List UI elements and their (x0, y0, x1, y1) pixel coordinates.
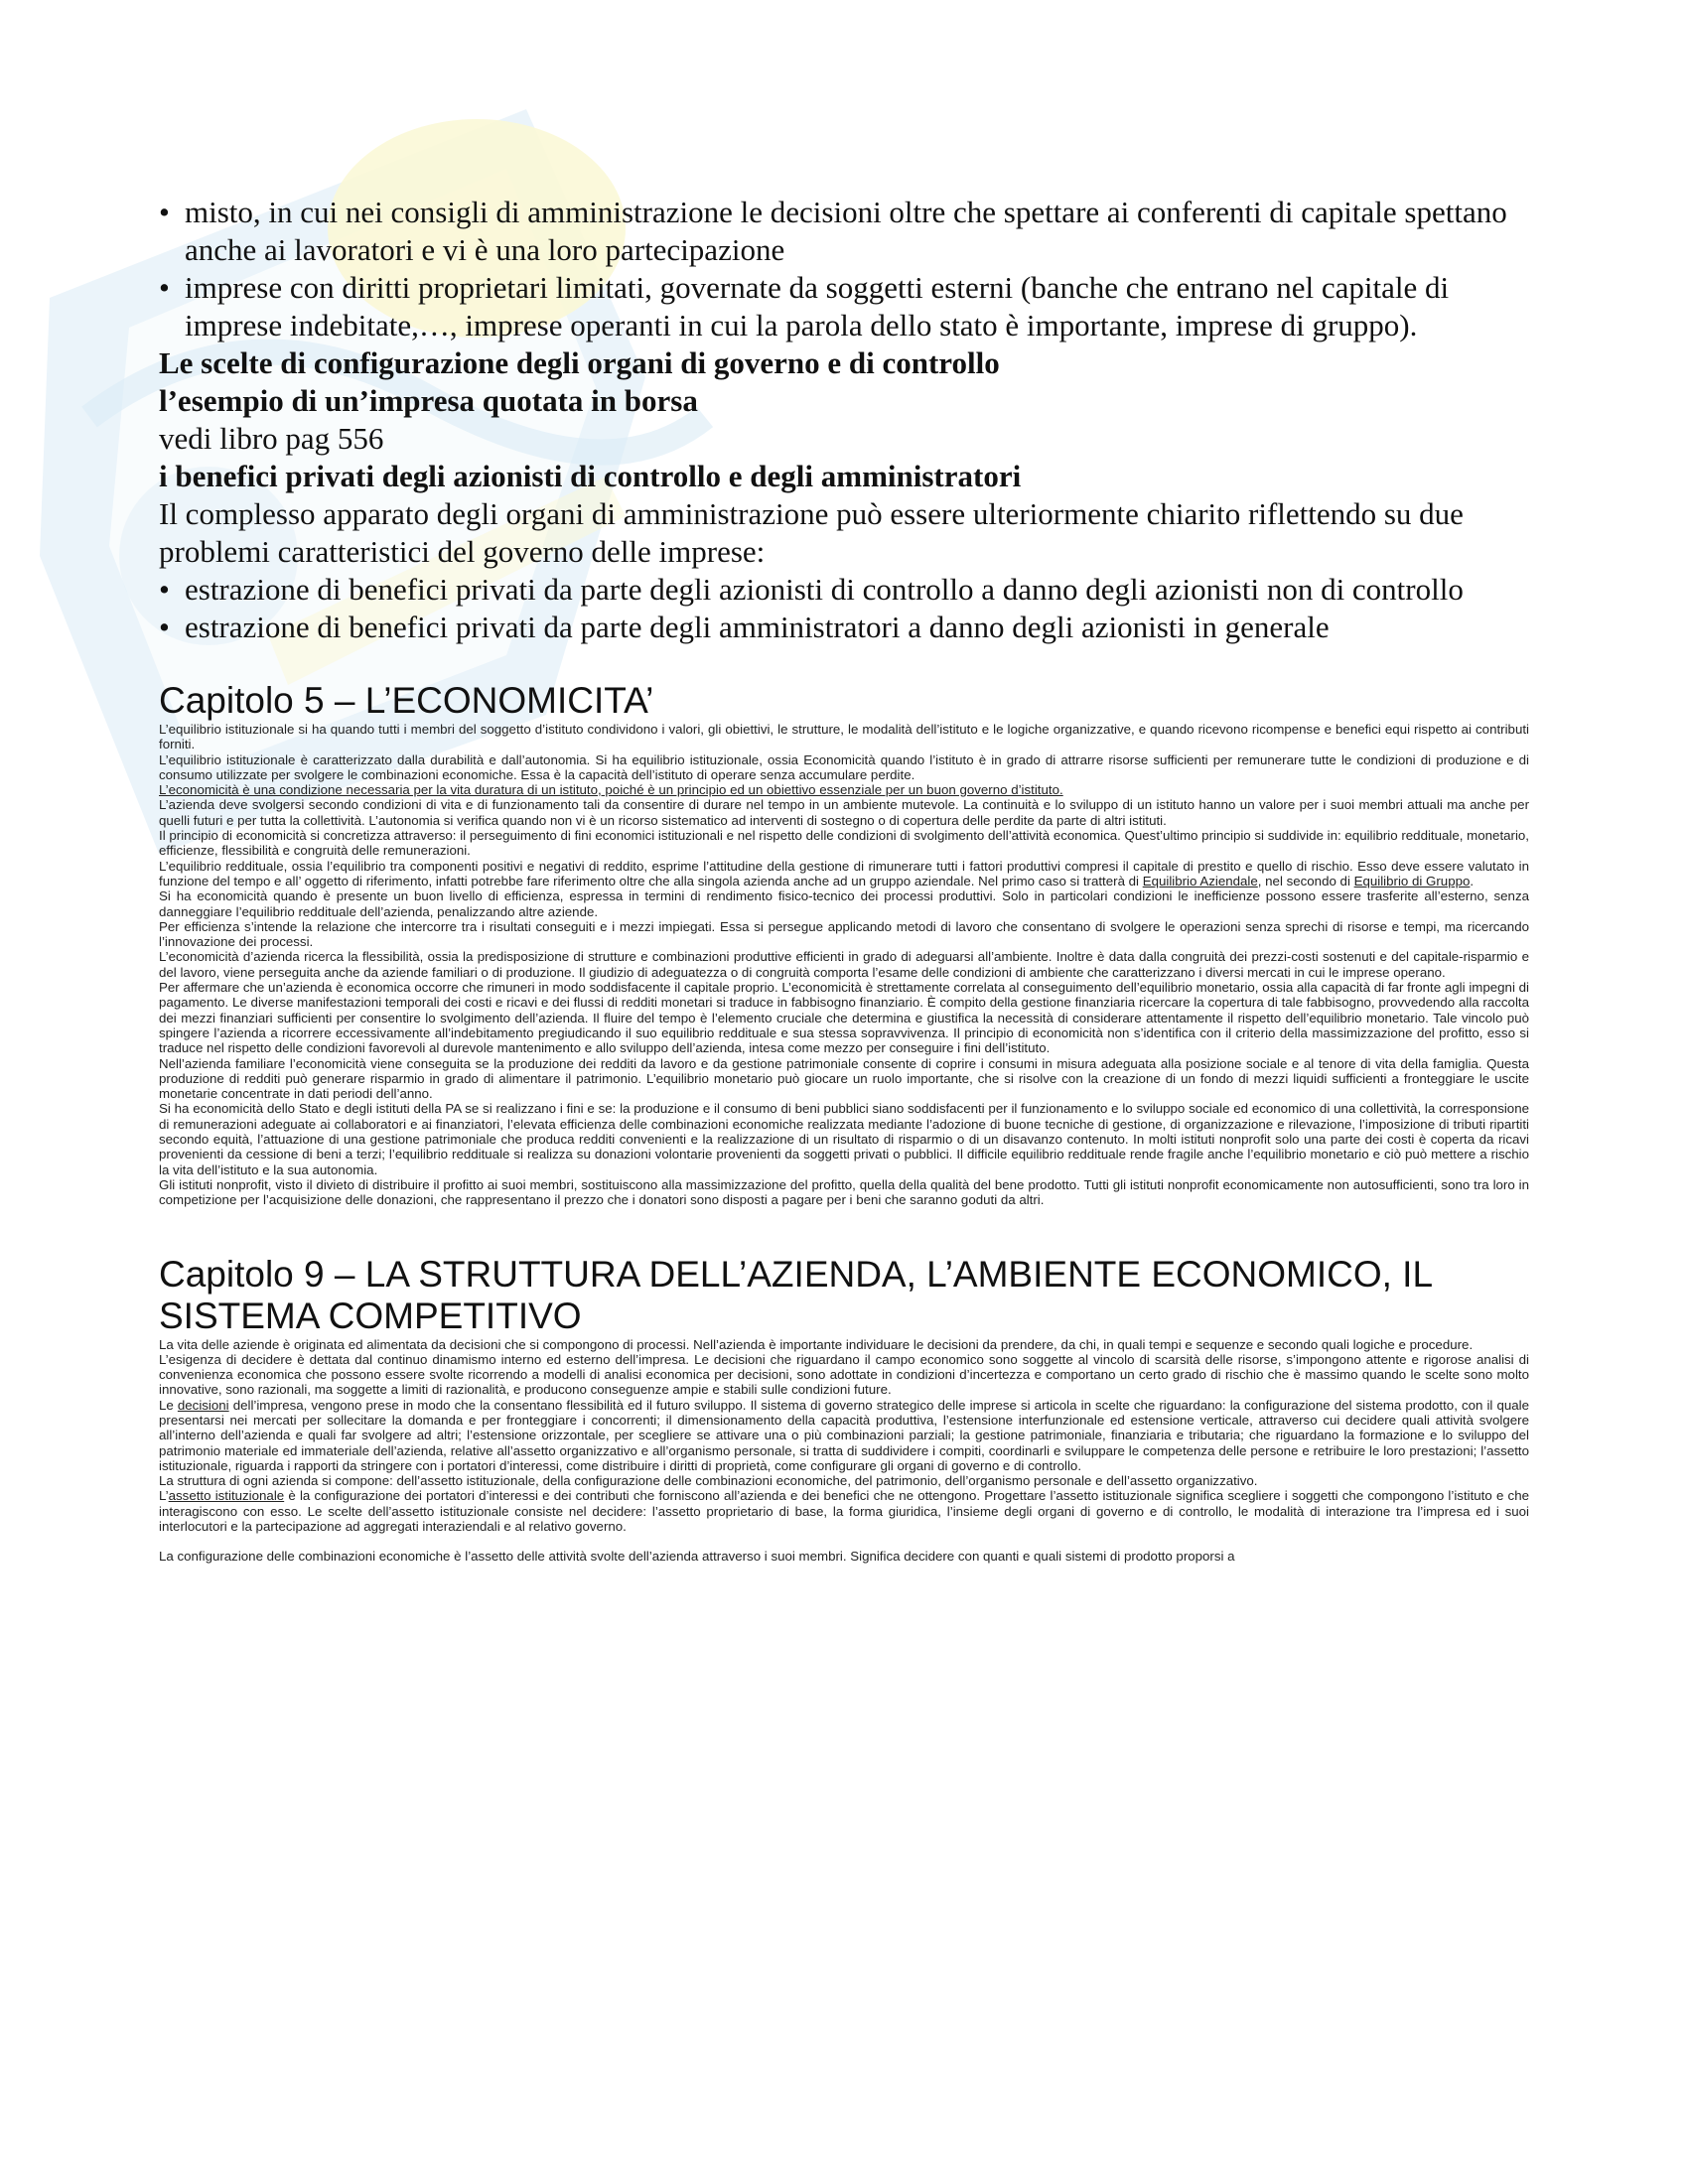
chapter-5-underlined-paragraph: L’economicità è una condizione necessaria per la vita duratura di un istituto, poiché è un principio ed un obiettivo essenziale per un buon governo d’istituto. (159, 782, 1063, 798)
heading-scelte: Le scelte di configurazione degli organi di governo e di controllo (159, 345, 1000, 380)
paragraph-complesso: Il complesso apparato degli organi di amministrazione può essere ulteriormente chiarito riflettendo su due problemi caratteristici del governo delle imprese: (159, 496, 1464, 569)
text-span: L’ (159, 1488, 169, 1504)
chapter-5-paragraph: L’equilibrio istituzionale è caratterizzato dalla durabilità e dall’autonomia. Si ha equilibrio istituzionale, ossia Economicità quando l’istituto è in grado di attrarre risorse sufficienti per remunerare tutte le condizioni di produzione e di consumo utilizzate per svolgere le combinazioni economiche. Essa è la capacità dell’istituto di operare senza accumulare perdite. (159, 751, 1529, 782)
link-assetto-istituzionale[interactable]: assetto istituzionale (168, 1488, 285, 1504)
chapter-9-paragraph: La configurazione delle combinazioni economiche è l’assetto delle attività svolte dell’azienda attraverso i suoi membri. Significa decidere con quanti e quali sistemi di prodotto proporsi a (159, 1549, 1235, 1565)
chapter-5-paragraph: Si ha economicità dello Stato e degli istituti della PA se si realizzano i fini e se: la produzione e il consumo di beni pubblici siano soddisfacenti per il funzionamento e lo sviluppo sociale ed economico di una collettività, la corresponsione di remunerazioni adeguate ai collaboratori e ai finanziatori, l’elevata efficienza delle combinazioni economiche realizzata mediante l’adozione di buone tecniche di gestione, di organizzazione e rilevazione, l’imposizione di tributi ripartiti secondo equità, l’attuazione di una gestione patrimoniale che produca redditi convenienti e la realizzazione di un risultato di risparmio o di un disavanzo contenuto. In molti istituti nonprofit solo una parte dei costi è coperta da ricavi provenienti da cessione di beni a terzi; l’equilibrio reddituale si realizza su donazioni volontarie provenienti da soggetti privati o pubblici. Il difficile equilibrio reddituale rende fragile anche l’equilibrio monetario e ciò può mettere a rischio la vita dell’istituto e la sua autonomia. (159, 1101, 1529, 1177)
chapter-5-paragraph: Nell’azienda familiare l’economicità viene conseguita se la produzione dei redditi da lavoro e da gestione patrimoniale consente di coprire i consumi in misura adeguata alla posizione sociale e al tenore di vita della famiglia. Questa produzione di redditi può generare risparmio in grado di alimentare il patrimonio. L’equilibrio monetario può giocare un ruolo importante, che si risolve con la creazione di un fondo di mezzi liquidi sufficienti a fronteggiare le uscite monetarie concentrate in dati periodi dell’anno. (159, 1055, 1529, 1102)
intro-bullet-item: • imprese con diritti proprietari limitati, governate da soggetti esterni (banche che entrano nel capitale di imprese indebitate,…, imprese operanti in cui la parola dello stato è importante, imprese di gruppo). (159, 269, 1529, 344)
benefici-bullet-item: • estrazione di benefici privati da parte degli azionisti di controllo a danno degli azionisti non di controllo (159, 571, 1529, 609)
chapter-5-paragraph: Gli istituti nonprofit, visto il divieto di distribuire il profitto ai suoi membri, sostituiscono alla massimizzazione del profitto, quella della qualità del bene prodotto. Tutti gli istituti nonprofit economicamente non autosufficienti, sono tra loro in competizione per l’acquisizione delle donazioni, che rappresentano il prezzo che i donatori sono disposti a pagare per i beni che saranno goduti da altri. (159, 1176, 1529, 1208)
paragraph-spacer (159, 1534, 1529, 1549)
chapter-9-paragraph (159, 1488, 1529, 1534)
link-equilibrio-aziendale[interactable]: Equilibrio Aziendale (1142, 873, 1258, 888)
chapter-9-body (159, 1337, 1529, 1565)
chapter-5-paragraph: Il principio di economicità si concretizza attraverso: il perseguimento di fini economici istituzionali e nel rispetto delle condizioni di svolgimento dell’attività economica. Quest’ultimo principio si suddivide in: equilibrio reddituale, monetario, efficienze, flessibilità e congruità delle remunerazioni. (159, 828, 1529, 859)
chapter-9-paragraph: La vita delle aziende è originata ed alimentata da decisioni che si compongono di processi. Nell’azienda è importante individuare le decisioni da prendere, da chi, in quali tempi e sequenze e secondo quali logiche e procedure. (159, 1336, 1474, 1352)
chapter-5-paragraph: L’equilibrio istituzionale si ha quando tutti i membri del soggetto d’istituto condividono i valori, gli obiettivi, le strutture, le modalità dell’istituto e le logiche organizzative, e quando ricevono ricompense e benefici equi rispetto ai contributi forniti. (159, 722, 1529, 752)
heading-esempio: l’esempio di un’impresa quotata in borsa (159, 383, 698, 418)
text-span: . (1470, 873, 1475, 888)
chapter-5-paragraph: Per affermare che un’azienda è economica occorre che rimuneri in modo soddisfacente il capitale proprio. L’economicità è strettamente correlata al conseguimento dell’equilibrio monetario, ossia alla capacità di far fronte agli impegni di pagamento. Le diverse manifestazioni temporali dei costi e ricavi e dei flussi di redditi monetari si traduce in fabbisogno finanziario. È compito della gestione finanziaria ricercare la copertura di tale fabbisogno, provvedendo alla raccolta dei mezzi finanziari sufficienti per consentire lo svolgimento dell’azienda. Il fluire del tempo è l’elemento cruciale che determina e giustifica la necessità di considerare attentamente il rispetto dell’equilibrio monetario. Tale vincolo può spingere l’azienda a ricorrere eccessivamente all’indebitamento pregiudicando il suo equilibrio reddituale e sua stessa sopravvivenza. Il principio di economicità non s’identifica con il criterio della massimizzazione del profitto, esso si traduce nel rispetto delle condizioni favorevoli al durevole mantenimento e allo sviluppo dell’azienda, intesa come mezzo per conseguire i fini dell’istituto. (159, 980, 1529, 1056)
benefici-bullet-list (159, 571, 1529, 646)
heading-benefici: i benefici privati degli azionisti di controllo e degli amministratori (159, 459, 1022, 493)
chapter-5-title: Capitolo 5 – L’ECONOMICITA’ (159, 680, 654, 721)
link-equilibrio-di-gruppo[interactable]: Equilibrio di Gruppo (1353, 873, 1471, 888)
intro-bullet-item: • misto, in cui nei consigli di amministrazione le decisioni oltre che spettare ai conferenti di capitale spettano anche ai lavoratori e vi è una loro partecipazione (159, 194, 1529, 269)
text-span: L’equilibrio reddituale, ossia l’equilibrio tra componenti positivi e negativi di reddito, esprime l’attitudine della gestione di rimunerare tutti i fattori produttivi compresi il capitale di prestito e quello di rischio. Esso deve essere valutato in funzione del tempo e all’ oggetto di riferimento, infatti potrebbe fare riferimento oltre che alla singola azienda anche ad un gruppo aziendale. Nel primo caso si tratterà di (159, 858, 1529, 888)
chapter-9-paragraph: L’esigenza di decidere è dettata dal continuo dinamismo interno ed esterno dell’impresa. Le decisioni che riguardano il campo economico sono soggette al vincolo di scarsità delle risorse, s’impongono attente e rigorose analisi di convenienza economica che possono essere svolte ricorrendo a modelli di analisi economica per decisioni, sono adottate in condizioni d’incertezza e comportano un certo grado di rischio che è massimo quando le scelte sono molto innovative, sono razionali, ma soggette a limiti di razionalità, e producono conseguenze ampie e stabili sulle condizioni future. (159, 1351, 1529, 1398)
benefici-bullet-item: • estrazione di benefici privati da parte degli amministratori a danno degli azionisti in generale (159, 609, 1529, 646)
chapter-5-paragraph: Per efficienza s’intende la relazione che intercorre tra i risultati conseguiti e i mezzi impiegati. Essa si persegue applicando metodi di lavoro che consentano di svolgere le operazioni senza sprechi di risorse e tempi, ma ricercando l’innovazione dei processi. (159, 918, 1529, 950)
text-span: Le (159, 1397, 178, 1413)
chapter-5-paragraph: Si ha economicità quando è presente un buon livello di efficienza, espressa in termini di rendimento fisico-tecnico dei processi produttivi. Solo in particolari condizioni le inefficienze possono essere trasferite all’esterno, senza danneggiare l’equilibrio reddituale dell’azienda, penalizzando altre aziende. (159, 888, 1529, 919)
chapter-5-paragraph (159, 859, 1529, 889)
intro-bullet-list (159, 194, 1529, 344)
ref-libro: vedi libro pag 556 (159, 421, 384, 456)
text-span: dell’impresa, vengono prese in modo che la consentano flessibilità ed il futuro sviluppo. Il sistema di governo strategico delle imprese si articola in scelte che riguardano: la configurazione del sistema prodotto, con il quale presentarsi nei mercati per sollecitare la domanda e per fronteggiare i concorrenti; il dimensionamento della capacità produttiva, l’estensione interfunzionale ed estensione verticale, attraverso cui decidere quali attività svolgere all’interno dell’azienda e quali far svolgere ad altri; l’estensione orizzontale, per scegliere se attivare una o più combinazioni parziali; la gestione patrimoniale, finanziaria e tributaria; che riguardano la formazione e lo sviluppo del patrimonio materiale ed immateriale dell’azienda, relative all’assetto organizzativo e all’organismo personale, si tratta di suddividere i compiti, coordinarli e sviluppare le competenza delle persone e retribuire le loro prestazioni; l’assetto istituzionale, riguarda i rapporti da stringere con i portatori d’interessi, come distribuire i diritti di proprietà, come configurare gli organi di governo e di controllo. (159, 1397, 1529, 1473)
chapter-5-paragraph: L’azienda deve svolgersi secondo condizioni di vita e di funzionamento tali da consentire di durare nel tempo in un ambiente mutevole. La continuità e lo sviluppo di un istituto hanno un valore per i suoi membri attuali ma anche per quelli futuri e per tutta la collettività. L’autonomia si verifica quando non vi è un ricorso sistematico ad interventi di sostegno o di copertura delle perdite da parte di altri istituti. (159, 797, 1529, 828)
chapter-9-paragraph: La struttura di ogni azienda si compone: dell’assetto istituzionale, della configurazione delle combinazioni economiche, del patrimonio, dell’organismo personale e dell’assetto organizzativo. (159, 1473, 1258, 1489)
chapter-5-body (159, 722, 1529, 1208)
link-decisioni[interactable]: decisioni (177, 1397, 229, 1413)
chapter-9-title: Capitolo 9 – LA STRUTTURA DELL’AZIENDA, L’AMBIENTE ECONOMICO, IL SISTEMA COMPETITIVO (159, 1253, 1432, 1336)
text-span: , nel secondo di (1257, 873, 1354, 888)
chapter-9-paragraph (159, 1398, 1529, 1473)
chapter-5-paragraph: L’economicità d’azienda ricerca la flessibilità, ossia la predisposizione di strutture e combinazioni produttive efficienti in grado di adeguarsi all’ambiente. Inoltre è data dalla congruità dei prezzi-costi sostenuti e del capitale-risparmio e del lavoro, viene perseguita anche da aziende familiari o di produzione. Il giudizio di adeguatezza o di congruità comporta l’esame delle condizioni di ambiente che caratterizzano i diversi mercati in cui le imprese operano. (159, 949, 1529, 980)
text-span: è la configurazione dei portatori d’interessi e dei contributi che forniscono all’azienda e dei benefici che ne ottengono. Progettare l’assetto istituzionale significa scegliere i soggetti che compongono l’istituto e che interagiscono con esso. Le scelte dell’assetto istituzionale consiste nel decidere: l’assetto proprietario di base, la forma giuridica, l’insieme degli organi di governo e di controllo, le modalità di interazione tra l’impresa ed i suoi interlocutori e la partecipazione ad aggregati interaziendali e al relativo governo. (159, 1488, 1529, 1535)
